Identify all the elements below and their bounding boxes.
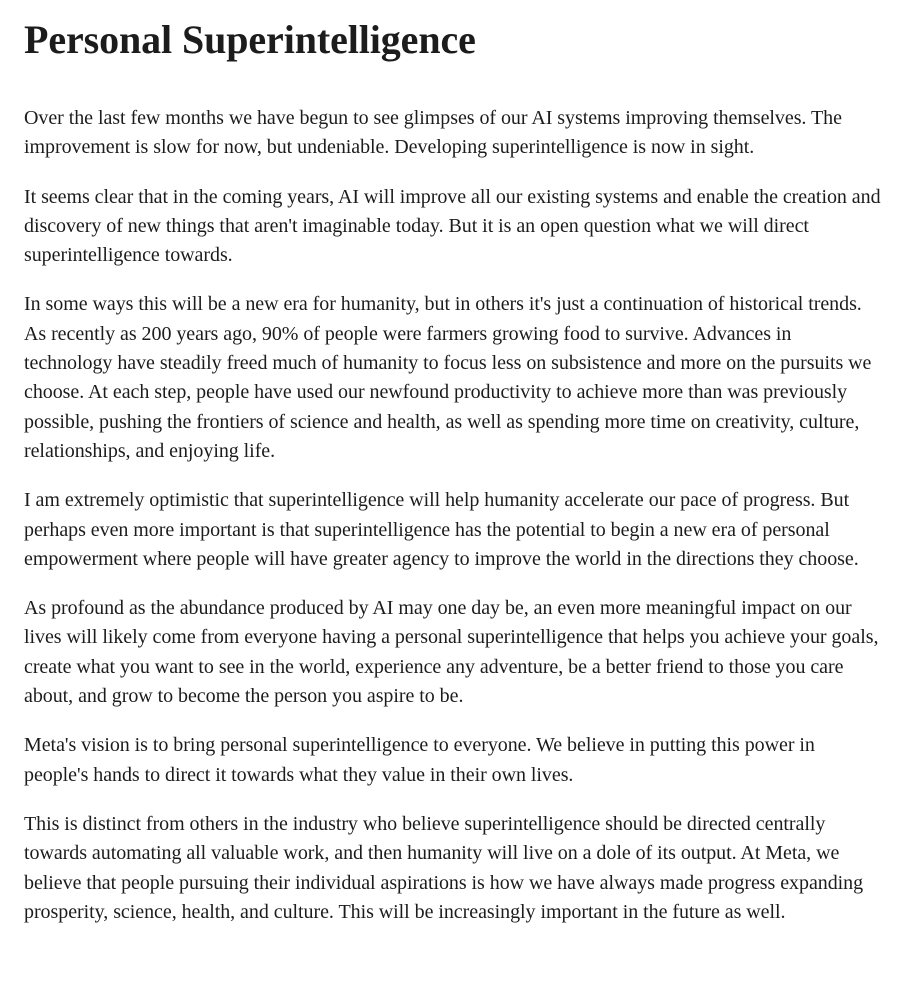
paragraph-6: Meta's vision is to bring personal superintelligence to everyone. We believe in putting this power in people's hands to direct it towards what they value in their own lives.	[24, 734, 815, 786]
page-title: Personal Superintelligence	[24, 17, 476, 62]
paragraph-2: It seems clear that in the coming years, AI will improve all our existing systems and enable the creation and discovery of new things that aren't imaginable today. But it is an open question what we will direct superintelligence towards.	[24, 185, 881, 267]
paragraph-1: Over the last few months we have begun to see glimpses of our AI systems improving themselves. The improvement is slow for now, but undeniable. Developing superintelligence is now in sight.	[24, 107, 842, 159]
paragraph-4: I am extremely optimistic that superintelligence will help humanity accelerate our pace of progress. But perhaps even more important is that superintelligence has the potential to begin a new era of personal empowerment where people will have greater agency to improve the world in the directions they choose.	[24, 489, 859, 570]
paragraph-7: This is distinct from others in the industry who believe superintelligence should be directed centrally towards automating all valuable work, and then humanity will live on a dole of its output. At Meta, we believe that people pursuing their individual aspirations is how we have always made progress expanding prosperity, science, health, and culture. This will be increasingly important in the future as well.	[24, 812, 864, 923]
paragraph-5: As profound as the abundance produced by AI may one day be, an even more meaningful impact on our lives will likely come from everyone having a personal superintelligence that helps you achieve your goals, create what you want to see in the world, experience any adventure, be a better friend to those you care about, and grow to become the person you aspire to be.	[24, 597, 879, 708]
paragraph-3: In some ways this will be a new era for humanity, but in others it's just a continuation of historical trends. As recently as 200 years ago, 90% of people were farmers growing food to survive. Advances in technology have steadily freed much of humanity to focus less on subsistence and more on the pursuits we choose. At each step, people have used our newfound productivity to achieve more than was previously possible, pushing the frontiers of science and health, as well as spending more time on creativity, culture, relationships, and enjoying life.	[24, 293, 872, 462]
